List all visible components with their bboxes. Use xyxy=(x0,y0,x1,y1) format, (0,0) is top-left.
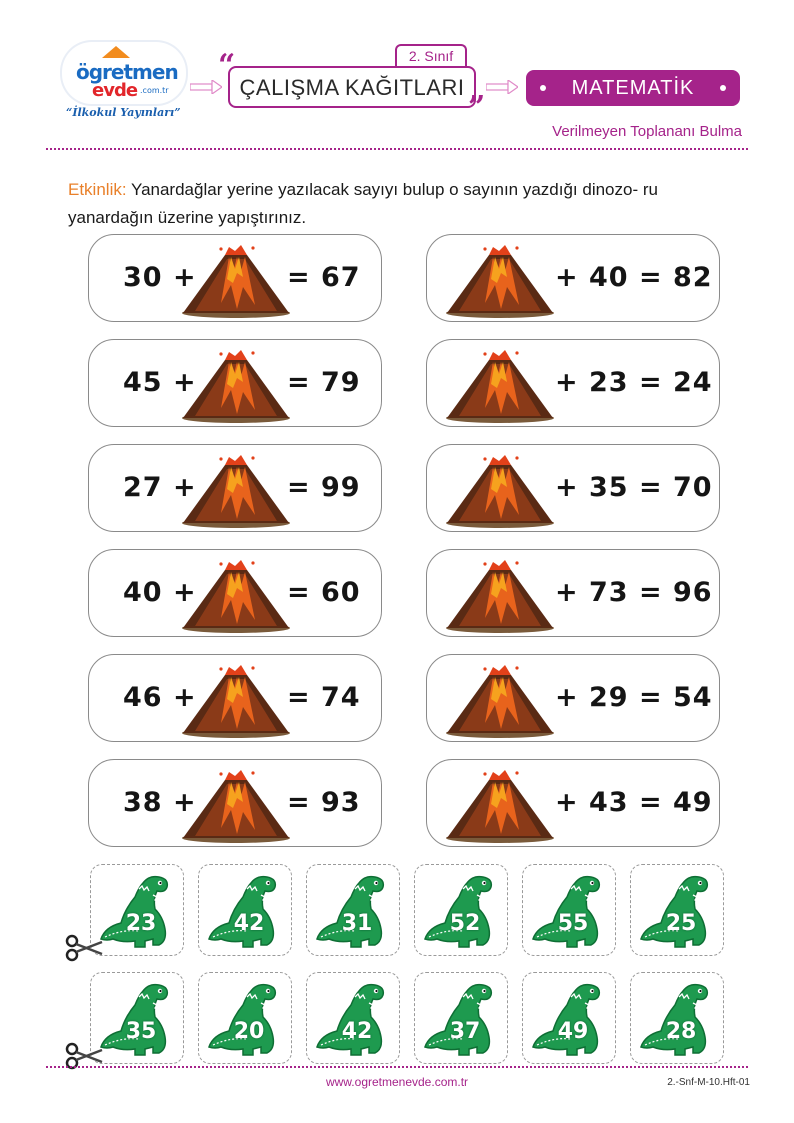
volcano-icon[interactable] xyxy=(181,663,291,739)
instruction xyxy=(68,176,728,232)
volcano-icon[interactable] xyxy=(181,348,291,424)
dino-number: 35 xyxy=(125,1019,157,1044)
dino-number: 25 xyxy=(665,911,697,936)
equation-pre: 38 + xyxy=(123,787,197,818)
equation-post: + 23 = 24 xyxy=(555,367,713,398)
equation-card xyxy=(426,339,720,427)
volcano-icon[interactable] xyxy=(445,663,555,739)
footer-url[interactable]: www.ogretmenevde.com.tr xyxy=(325,1075,469,1089)
dino-number: 23 xyxy=(125,911,157,936)
dinosaur-cutout[interactable] xyxy=(414,864,508,956)
dino-number: 42 xyxy=(233,911,265,936)
equation-pre: 27 + xyxy=(123,472,197,503)
divider xyxy=(46,148,748,150)
equation-post: + 35 = 70 xyxy=(555,472,713,503)
equation-card xyxy=(426,654,720,742)
equation-card xyxy=(426,234,720,322)
dino-number: 31 xyxy=(341,911,373,936)
dino-number: 55 xyxy=(557,911,589,936)
equation-card xyxy=(426,444,720,532)
equation-post: = 74 xyxy=(287,682,361,713)
logo xyxy=(62,42,186,128)
equation-pre: 46 + xyxy=(123,682,197,713)
dinosaur-cutout[interactable] xyxy=(90,864,184,956)
dino-number: 49 xyxy=(557,1019,589,1044)
volcano-icon[interactable] xyxy=(181,558,291,634)
bullet-dot xyxy=(720,85,726,91)
scissors-icon xyxy=(64,934,104,962)
equation-pre: 40 + xyxy=(123,577,197,608)
equation-card xyxy=(88,759,382,847)
grade-label: 2. Sınıf xyxy=(408,48,454,64)
dino-number: 20 xyxy=(233,1019,265,1044)
equation-post: = 99 xyxy=(287,472,361,503)
dinosaur-cutout[interactable] xyxy=(306,972,400,1064)
divider xyxy=(46,1066,748,1068)
dino-number: 37 xyxy=(449,1019,481,1044)
instruction-label: Etkinlik: xyxy=(68,180,127,199)
dinosaur-cutout[interactable] xyxy=(414,972,508,1064)
dinosaur-cutout[interactable] xyxy=(90,972,184,1064)
equation-post: + 43 = 49 xyxy=(555,787,713,818)
equation-post: + 73 = 96 xyxy=(555,577,713,608)
equation-post: = 60 xyxy=(287,577,361,608)
dino-number: 42 xyxy=(341,1019,373,1044)
arrow-right-icon xyxy=(486,80,518,94)
topic-label: Verilmeyen Toplananı Bulma xyxy=(552,123,742,140)
equation-post: = 79 xyxy=(287,367,361,398)
dinosaur-cutout[interactable] xyxy=(306,864,400,956)
dinosaur-cutout[interactable] xyxy=(522,972,616,1064)
equation-post: + 40 = 82 xyxy=(555,262,713,293)
equation-post: = 67 xyxy=(287,262,361,293)
footer-code: 2.-Snf-M-10.Hft-01 xyxy=(667,1077,750,1088)
quote-close: ” xyxy=(468,90,486,125)
title-box xyxy=(228,66,476,108)
equation-card xyxy=(88,549,382,637)
equation-card xyxy=(88,654,382,742)
logo-subtitle: “İlkokul Yayınları” xyxy=(66,106,181,119)
volcano-icon[interactable] xyxy=(445,768,555,844)
instruction-text: Yanardağlar yerine yazılacak sayıyı bulup o sayının yazdığı dinozo- ru yanardağın üzerine yapıştırınız. xyxy=(68,180,658,227)
dino-number: 28 xyxy=(665,1019,697,1044)
volcano-icon[interactable] xyxy=(181,453,291,529)
volcano-icon[interactable] xyxy=(445,348,555,424)
equation-post: + 29 = 54 xyxy=(555,682,713,713)
dinosaur-cutout[interactable] xyxy=(522,864,616,956)
logo-ogretmen: ögretmen xyxy=(76,60,178,84)
subject-badge xyxy=(526,70,740,106)
page-title: ÇALIŞMA KAĞITLARI xyxy=(239,75,465,100)
equation-card xyxy=(88,234,382,322)
house-roof-icon xyxy=(102,46,130,58)
volcano-icon[interactable] xyxy=(445,243,555,319)
equation-post: = 93 xyxy=(287,787,361,818)
equation-card xyxy=(88,444,382,532)
logo-domain: .com.tr xyxy=(140,86,169,95)
quote-open: “ xyxy=(218,48,236,83)
equation-card xyxy=(88,339,382,427)
subject-label: MATEMATİK xyxy=(571,77,695,99)
dinosaur-cutout[interactable] xyxy=(630,972,724,1064)
equation-card xyxy=(426,549,720,637)
dinosaur-cutout[interactable] xyxy=(630,864,724,956)
volcano-icon[interactable] xyxy=(445,453,555,529)
volcano-icon[interactable] xyxy=(445,558,555,634)
logo-evde: evde xyxy=(92,80,138,101)
grade-tab xyxy=(395,44,467,66)
volcano-icon[interactable] xyxy=(181,768,291,844)
equation-card xyxy=(426,759,720,847)
dino-number: 52 xyxy=(449,911,481,936)
dinosaur-cutout[interactable] xyxy=(198,972,292,1064)
dinosaur-cutout[interactable] xyxy=(198,864,292,956)
volcano-icon[interactable] xyxy=(181,243,291,319)
equation-pre: 30 + xyxy=(123,262,197,293)
equation-pre: 45 + xyxy=(123,367,197,398)
